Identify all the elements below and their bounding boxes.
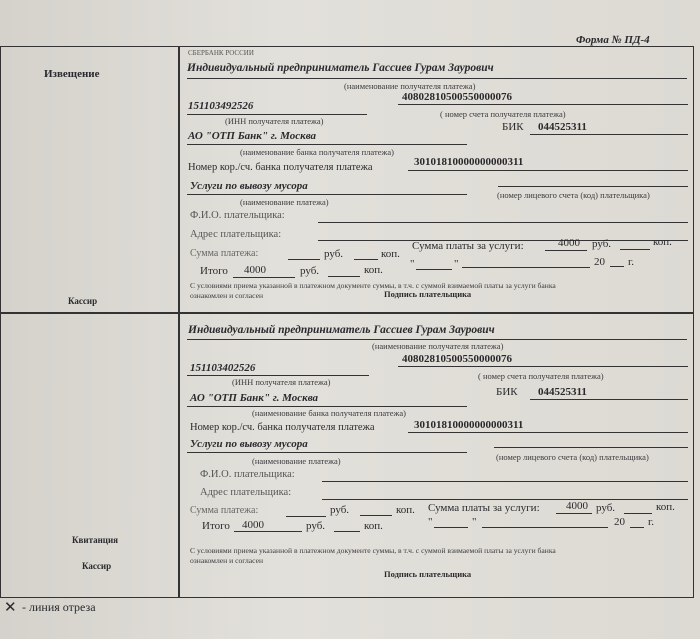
service-label: Сумма платы за услуги: xyxy=(428,502,540,514)
sum-label: Сумма платежа: xyxy=(190,248,259,259)
underline xyxy=(630,527,644,528)
recipient-name: Индивидуальный предприниматель Гассиев Гурам Заурович xyxy=(187,62,494,74)
bank-logo: СБЕРБАНК РОССИИ xyxy=(188,49,254,57)
fio-line xyxy=(318,222,688,223)
address-label: Адрес плательщика: xyxy=(190,229,282,240)
underline xyxy=(610,266,624,267)
inn-value: 151103492526 xyxy=(188,100,254,112)
underline xyxy=(545,250,587,251)
total-value: 4000 xyxy=(244,264,266,276)
underline xyxy=(462,267,590,268)
kop-label: коп. xyxy=(656,501,675,513)
bik-label: БИК xyxy=(496,386,518,398)
payment-caption: (наименование платежа) xyxy=(252,456,341,466)
recipient-name: Индивидуальный предприниматель Гассиев Гурам Заурович xyxy=(188,324,495,336)
recipient-caption: (наименование получателя платежа) xyxy=(344,81,476,91)
cashier-label-top: Кассир xyxy=(68,296,98,306)
bik-value: 044525311 xyxy=(538,121,587,133)
rub-label: руб. xyxy=(306,520,326,532)
rub-label: руб. xyxy=(592,238,612,250)
payment-name: Услуги по вывозу мусора xyxy=(190,438,308,450)
kop-label: коп. xyxy=(364,520,383,532)
payment-name: Услуги по вывозу мусора xyxy=(190,180,308,192)
account-value: 40802810500550000076 xyxy=(402,353,512,365)
terms-text-2: ознакомлен и согласен xyxy=(190,556,264,565)
rub-label: руб. xyxy=(300,265,320,277)
sum-label: Сумма платежа: xyxy=(190,505,259,516)
fio-line xyxy=(322,481,688,482)
bank-caption: (наименование банка получателя платежа) xyxy=(240,147,394,157)
corr-label: Номер кор./сч. банка получателя платежа xyxy=(190,422,375,433)
total-value: 4000 xyxy=(242,519,264,531)
underline xyxy=(556,513,592,514)
rub-label: руб. xyxy=(324,248,344,260)
kop-label: коп. xyxy=(396,504,415,516)
corr-value: 30101810000000000311 xyxy=(414,419,524,431)
underline xyxy=(187,78,687,79)
underline xyxy=(187,114,367,115)
underline xyxy=(620,249,650,250)
account-caption: ( номер счета получателя платежа) xyxy=(440,109,566,119)
underline xyxy=(187,339,687,340)
underline xyxy=(398,366,688,367)
address-label: Адрес плательщика: xyxy=(200,487,292,498)
payment-caption: (наименование платежа) xyxy=(240,197,329,207)
inn-value: 151103402526 xyxy=(190,362,256,374)
fio-label: Ф.И.О. плательщика: xyxy=(190,210,285,221)
underline xyxy=(233,277,295,278)
underline xyxy=(187,406,467,407)
underline xyxy=(408,432,688,433)
underline xyxy=(494,447,688,448)
corr-value: 30101810000000000311 xyxy=(414,156,524,168)
underline xyxy=(328,276,360,277)
form-number: Форма № ПД-4 xyxy=(576,34,650,46)
total-label: Итого xyxy=(202,520,230,532)
underline xyxy=(354,259,378,260)
underline xyxy=(234,531,302,532)
year-value: 20 xyxy=(594,256,605,268)
cashier-label-bottom: Кассир xyxy=(82,561,112,571)
corr-label: Номер кор./сч. банка получателя платежа xyxy=(188,162,373,173)
underline xyxy=(624,513,652,514)
bank-name: АО "ОТП Банк" г. Москва xyxy=(188,130,317,142)
scissors-icon: ✕ xyxy=(4,600,17,616)
bank-name: АО "ОТП Банк" г. Москва xyxy=(190,392,319,404)
column-divider xyxy=(178,46,180,598)
bik-label: БИК xyxy=(502,121,524,133)
kop-label: коп. xyxy=(653,236,672,248)
underline xyxy=(288,259,320,260)
quote-open: " xyxy=(410,258,415,270)
year-value: 20 xyxy=(614,516,625,528)
account-person-caption: (номер лицевого счета (код) плательщика) xyxy=(497,190,650,200)
year-suffix: г. xyxy=(628,256,635,268)
inn-caption: (ИНН получателя платежа) xyxy=(225,116,324,126)
kop-label: коп. xyxy=(364,264,383,276)
quote-open: " xyxy=(428,516,433,528)
underline xyxy=(187,144,467,145)
underline xyxy=(482,527,608,528)
quote-close: " xyxy=(472,516,477,528)
underline xyxy=(286,516,326,517)
underline xyxy=(187,452,467,453)
service-value: 4000 xyxy=(566,500,588,512)
service-value: 4000 xyxy=(558,237,580,249)
signature-label: Подпись плательщика xyxy=(384,289,472,299)
quote-close: " xyxy=(454,258,459,270)
underline xyxy=(187,375,369,376)
account-person-caption: (номер лицевого счета (код) плательщика) xyxy=(496,452,649,462)
bank-caption: (наименование банка получателя платежа) xyxy=(252,408,406,418)
account-value: 40802810500550000076 xyxy=(402,91,512,103)
terms-text-2: ознакомлен и согласен xyxy=(190,291,264,300)
underline xyxy=(408,170,688,171)
section-divider xyxy=(0,312,694,314)
kop-label: коп. xyxy=(381,248,400,260)
bik-value: 044525311 xyxy=(538,386,587,398)
inn-caption: (ИНН получателя платежа) xyxy=(232,377,331,387)
underline xyxy=(398,104,688,105)
signature-label: Подпись плательщика xyxy=(384,569,472,579)
total-label: Итого xyxy=(200,265,228,277)
rub-label: руб. xyxy=(330,504,350,516)
terms-text: С условиями приема указанной в платежном документе суммы, в т.ч. с суммой взимаемой платы за услуги банка xyxy=(190,281,556,290)
notice-label: Извещение xyxy=(44,68,100,80)
underline xyxy=(187,194,467,195)
underline xyxy=(530,399,688,400)
underline xyxy=(530,134,688,135)
rub-label: руб. xyxy=(596,502,616,514)
underline xyxy=(416,269,452,270)
underline xyxy=(360,515,392,516)
fio-label: Ф.И.О. плательщика: xyxy=(200,469,295,480)
account-caption: ( номер счета получателя платежа) xyxy=(478,371,604,381)
service-label: Сумма платы за услуги: xyxy=(412,240,524,252)
recipient-caption: (наименование получателя платежа) xyxy=(372,341,504,351)
underline xyxy=(434,527,468,528)
underline xyxy=(498,186,688,187)
receipt-label: Квитанция xyxy=(72,535,119,545)
underline xyxy=(334,531,360,532)
cut-line-label: - линия отреза xyxy=(22,600,96,614)
terms-text: С условиями приема указанной в платежном документе суммы, в т.ч. с суммой взимаемой платы за услуги банка xyxy=(190,546,556,555)
address-line xyxy=(322,499,688,500)
year-suffix: г. xyxy=(648,516,655,528)
